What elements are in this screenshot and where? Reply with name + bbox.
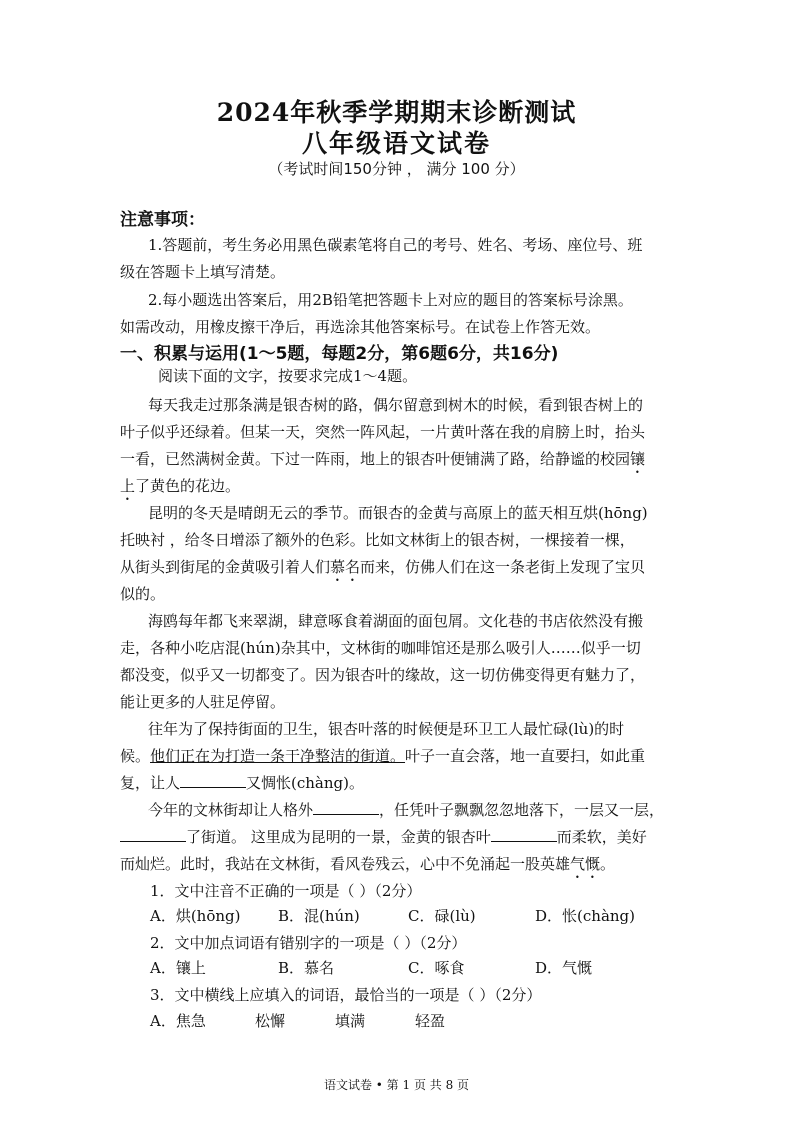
passage-text: 候。 bbox=[120, 747, 151, 765]
passage-p1-line-2: 叶子似乎还绿着。但某一天，突然一阵风起，一片黄叶落在我的肩膀上时，抬头 bbox=[120, 423, 646, 441]
option-a: A．镶上 bbox=[150, 959, 206, 977]
notice-item-2-line-1: 2.每小题选出答案后，用2B铅笔把答题卡上对应的题目的答案标号涂黑。 bbox=[148, 291, 633, 309]
exam-title: 2024年秋季学期期末诊断测试 bbox=[216, 98, 577, 127]
option-c: C．啄食 bbox=[408, 959, 465, 977]
passage-p3-line-2: 走，各种小吃店混(hún)杂其中，文林街的咖啡馆还是那么吸引人……似乎一切 bbox=[120, 639, 641, 657]
underlined-sentence: 他们正在为打造一条干净整洁的街道。 bbox=[150, 747, 406, 765]
passage-text: 从街头到街尾的金黄吸引着人们 bbox=[120, 558, 331, 576]
option-b: B．混(hún) bbox=[278, 907, 360, 925]
dotted-word: 上 bbox=[120, 477, 136, 495]
option-a-word-2: 松懈 bbox=[255, 1012, 286, 1030]
passage-p2-line-4: 似的。 bbox=[120, 585, 166, 603]
dotted-word: 气慨 bbox=[570, 855, 601, 873]
passage-text: 一看，已然满树金黄。下过一阵雨，地上的银杏叶便铺满了路，给静谧的校园 bbox=[120, 450, 631, 468]
passage-text: 而灿烂。此时，我站在文林街，看风卷残云，心中不免涌起一股英雄 bbox=[120, 855, 571, 873]
exam-time-score: （考试时间150分钟 ， 满分 100 分） bbox=[268, 160, 525, 178]
passage-text: 今年的文林街却让人格外 bbox=[148, 801, 314, 819]
passage-text: 而柔软，美好 bbox=[556, 828, 647, 846]
fill-blank bbox=[313, 800, 379, 815]
option-a: A．焦急 bbox=[150, 1012, 206, 1030]
question-2-options bbox=[150, 958, 690, 978]
option-d: D．气慨 bbox=[535, 959, 593, 977]
section-1-heading: 一、积累与运用(1～5题，每题2分，第6题6分，共16分) bbox=[120, 344, 559, 364]
section-1-instruction: 阅读下面的文字，按要求完成1～4题。 bbox=[158, 367, 418, 385]
passage-p2-line-1: 昆明的冬天是晴朗无云的季节。而银杏的金黄与高原上的蓝天相互烘(hōng) bbox=[148, 504, 648, 522]
question-1: 1．文中注音不正确的一项是（ ）（2分） bbox=[150, 882, 422, 900]
exam-subject-title: 八年级语文试卷 bbox=[301, 129, 491, 158]
passage-text: 了街道。 这里成为昆明的一景，金黄的银杏叶 bbox=[186, 828, 491, 846]
question-3-options bbox=[150, 1011, 690, 1031]
passage-p5-line-2 bbox=[120, 827, 680, 847]
option-c: C．碌(lù) bbox=[408, 907, 476, 925]
dotted-word: 慕名 bbox=[330, 558, 361, 576]
passage-p5-line-1 bbox=[148, 800, 680, 820]
question-1-options bbox=[150, 906, 690, 926]
option-a: A．烘(hōng) bbox=[150, 907, 241, 925]
fill-blank bbox=[180, 773, 246, 788]
passage-p3-line-3: 都没变，似乎又一切都变了。因为银杏叶的缘故，这一切仿佛变得更有魅力了， bbox=[120, 666, 646, 684]
option-b: B．慕名 bbox=[278, 959, 335, 977]
passage-text: 叶子一直会落，地一直要扫，如此重 bbox=[405, 747, 646, 765]
passage-text: ，任凭叶子飘飘忽忽地落下，一层又一层， bbox=[379, 801, 665, 819]
question-2: 2．文中加点词语有错别字的一项是（ ）（2分） bbox=[150, 934, 467, 952]
notice-heading: 注意事项： bbox=[120, 210, 205, 230]
passage-text: 了黄色的花边。 bbox=[135, 477, 241, 495]
passage-p4-line-1: 往年为了保持街面的卫生，银杏叶落的时候便是环卫工人最忙碌(lù)的时 bbox=[148, 720, 625, 738]
option-a-word-3: 填满 bbox=[335, 1012, 366, 1030]
option-d: D．怅(chàng) bbox=[535, 907, 635, 925]
passage-p2-line-3 bbox=[120, 557, 680, 585]
passage-p5-line-3 bbox=[120, 854, 680, 882]
passage-p3-line-1: 海鸥每年都飞来翠湖，肆意啄食着湖面的面包屑。文化巷的书店依然没有搬 bbox=[148, 612, 644, 630]
option-a-word-4: 轻盈 bbox=[415, 1012, 446, 1030]
dotted-word: 镶 bbox=[630, 450, 646, 468]
fill-blank bbox=[120, 827, 186, 842]
notice-item-2-line-2: 如需改动，用橡皮擦干净后，再选涂其他答案标号。在试卷上作答无效。 bbox=[120, 318, 601, 336]
passage-p4-line-3 bbox=[120, 773, 680, 793]
passage-text: 而来，仿佛人们在这一条老街上发现了宝贝 bbox=[360, 558, 646, 576]
passage-p3-line-4: 能让更多的人驻足停留。 bbox=[120, 693, 286, 711]
notice-item-1-line-1: 1.答题前，考生务必用黑色碳素笔将自己的考号、姓名、考场、座位号、班 bbox=[148, 236, 643, 254]
page-footer: 语文试卷 • 第 1 页 共 8 页 bbox=[323, 1078, 470, 1092]
passage-text: 。 bbox=[600, 855, 616, 873]
passage-p1-line-3 bbox=[120, 449, 680, 477]
passage-p1-line-1: 每天我走过那条满是银杏树的路，偶尔留意到树木的时候，看到银杏树上的 bbox=[148, 396, 644, 414]
question-3: 3．文中横线上应填入的词语，最恰当的一项是（ ）（2分） bbox=[150, 986, 542, 1004]
fill-blank bbox=[491, 827, 557, 842]
notice-item-1-line-2: 级在答题卡上填写清楚。 bbox=[120, 263, 286, 281]
passage-p2-line-2: 托映衬 ，给冬日增添了额外的色彩。比如文林街上的银杏树，一棵接着一棵， bbox=[120, 531, 635, 549]
passage-text: 复，让人 bbox=[120, 774, 181, 792]
passage-text: 又惆怅(chàng)。 bbox=[246, 774, 364, 792]
passage-p4-line-2 bbox=[120, 746, 680, 766]
passage-p1-line-4 bbox=[120, 476, 680, 504]
